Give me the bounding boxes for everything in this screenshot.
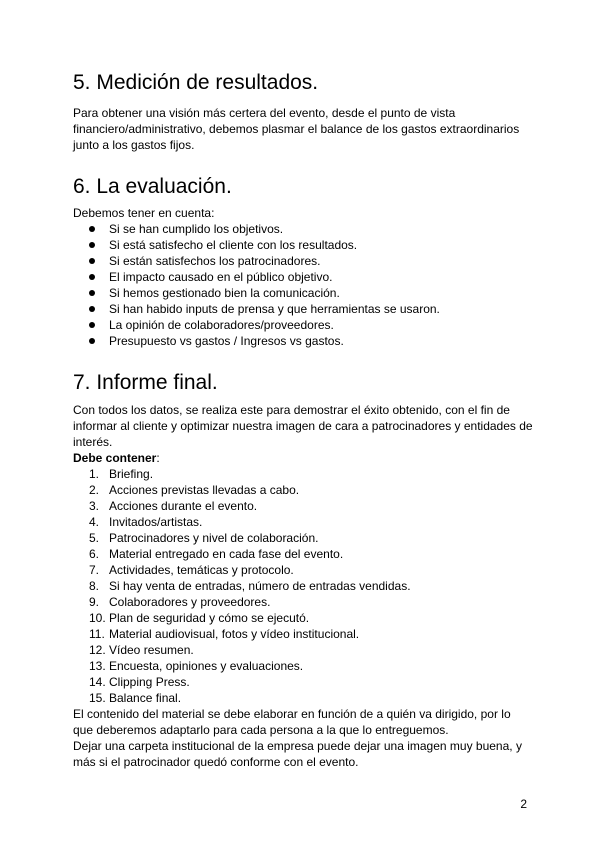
list-item: [73, 301, 533, 317]
bullet-icon: [89, 338, 95, 344]
section-7-body: [73, 402, 533, 770]
list-item: [73, 237, 533, 253]
list-item-text: Material entregado en cada fase del evento.: [109, 547, 344, 561]
list-item-text: Invitados/artistas.: [109, 515, 203, 529]
list-item-text: Vídeo resumen.: [109, 643, 194, 657]
list-item: [73, 482, 533, 498]
bullet-icon: [89, 290, 95, 296]
list-item-text: Si hay venta de entradas, número de entradas vendidas.: [109, 579, 411, 593]
section-5-title: 5. Medición de resultados.: [73, 71, 319, 94]
item-number: 5.: [89, 531, 100, 545]
list-item: [73, 498, 533, 514]
list-item-text: Patrocinadores y nivel de colaboración.: [109, 531, 319, 545]
item-number: 14.: [89, 675, 106, 689]
list-item-text: Si está satisfecho el cliente con los resultados.: [109, 238, 358, 252]
list-item-text: Si están satisfechos los patrocinadores.: [109, 254, 321, 268]
item-number: 1.: [89, 467, 100, 481]
list-item: [73, 530, 533, 546]
list-item-text: Plan de seguridad y cómo se ejecutó.: [109, 611, 310, 625]
item-number: 15.: [89, 691, 106, 705]
list-item: [73, 690, 533, 706]
list-item: [73, 674, 533, 690]
list-item: [73, 578, 533, 594]
list-item-text: Material audiovisual, fotos y vídeo institucional.: [109, 627, 360, 641]
bullet-icon: [89, 306, 95, 312]
report-contents-list: [73, 466, 533, 706]
section-7-paragraph: Con todos los datos, se realiza este para demostrar el éxito obtenido, con el fin de informar al cliente y optimizar nuestra imagen de cara a patrocinadores y entidades de interés.: [73, 403, 533, 449]
list-item-text: Encuesta, opiniones y evaluaciones.: [109, 659, 304, 673]
item-number: 12.: [89, 643, 106, 657]
list-item: [73, 514, 533, 530]
closing-paragraph-2: Dejar una carpeta institucional de la empresa puede dejar una imagen muy buena, y más si el patrocinador quedó conforme con el evento.: [73, 739, 522, 769]
item-number: 11.: [89, 627, 105, 641]
list-item: [73, 269, 533, 285]
list-item: [73, 317, 533, 333]
list-item-text: Colaboradores y proveedores.: [109, 595, 271, 609]
list-item-text: El impacto causado en el público objetivo.: [109, 270, 333, 284]
section-7-title: 7. Informe final.: [73, 371, 218, 394]
bullet-icon: [89, 258, 95, 264]
item-number: 7.: [89, 563, 100, 577]
item-number: 10.: [89, 611, 106, 625]
list-item: [73, 221, 533, 237]
list-item-text: Si se han cumplido los objetivos.: [109, 222, 284, 236]
list-item-text: Acciones previstas llevadas a cabo.: [109, 483, 300, 497]
list-item-text: Briefing.: [109, 467, 154, 481]
page-number: 2: [520, 797, 527, 811]
list-item-text: Si hemos gestionado bien la comunicación.: [109, 286, 340, 300]
list-item: [73, 546, 533, 562]
list-item: [73, 642, 533, 658]
bullet-icon: [89, 322, 95, 328]
closing-paragraph-1: El contenido del material se debe elaborar en función de a quién va dirigido, por lo que deberemos adaptarlo para cada persona a la que lo entreguemos.: [73, 707, 511, 737]
list-item: [73, 610, 533, 626]
evaluation-list: [73, 221, 533, 349]
list-item-text: Acciones durante el evento.: [109, 499, 258, 513]
item-number: 3.: [89, 499, 100, 513]
item-number: 13.: [89, 659, 106, 673]
list-heading: [73, 450, 533, 466]
list-item-text: Clipping Press.: [109, 675, 190, 689]
section-6-title: 6. La evaluación.: [73, 175, 232, 198]
bullet-icon: [89, 274, 95, 280]
section-6-intro: Debemos tener en cuenta:: [73, 206, 215, 220]
section-5-paragraph: Para obtener una visión más certera del evento, desde el punto de vista financiero/administrativo, debemos plasmar el balance de los gastos extraordinarios junto a los gastos fijos.: [73, 106, 520, 152]
list-item: [73, 626, 533, 642]
item-number: 2.: [89, 483, 100, 497]
list-item: [73, 594, 533, 610]
section-5-body: [73, 105, 533, 153]
list-item-text: Actividades, temáticas y protocolo.: [109, 563, 294, 577]
item-number: 4.: [89, 515, 100, 529]
list-item: [73, 285, 533, 301]
list-item: [73, 333, 533, 349]
item-number: 9.: [89, 595, 100, 609]
section-6-body: [73, 205, 533, 349]
list-item: [73, 562, 533, 578]
list-heading-label: Debe contener: [73, 451, 157, 465]
list-heading-colon: :: [156, 451, 160, 465]
bullet-icon: [89, 242, 95, 248]
item-number: 6.: [89, 547, 100, 561]
list-item: [73, 466, 533, 482]
list-item: [73, 658, 533, 674]
bullet-icon: [89, 226, 95, 232]
list-item: [73, 253, 533, 269]
list-item-text: Balance final.: [109, 691, 182, 705]
list-item-text: Si han habido inputs de prensa y que herramientas se usaron.: [109, 302, 440, 316]
list-item-text: Presupuesto vs gastos / Ingresos vs gastos.: [109, 334, 344, 348]
item-number: 8.: [89, 579, 100, 593]
list-item-text: La opinión de colaboradores/proveedores.: [109, 318, 334, 332]
